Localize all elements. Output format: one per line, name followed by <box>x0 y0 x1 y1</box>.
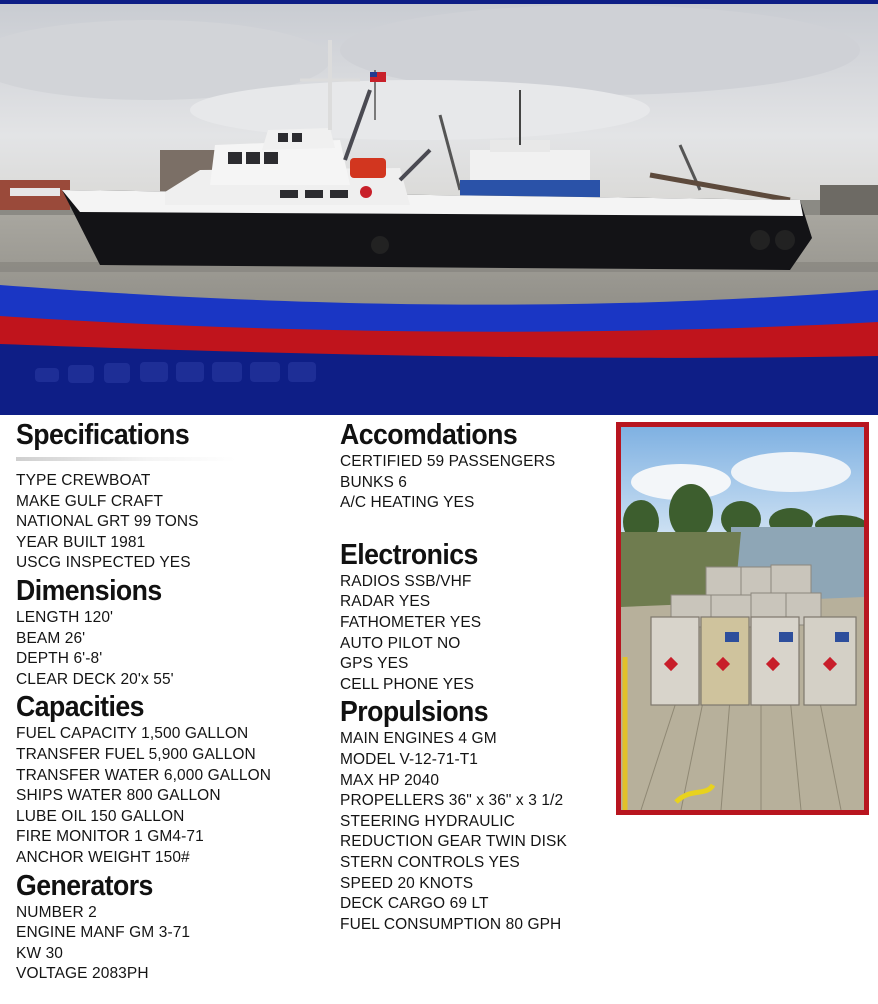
propulsion-item: FUEL CONSUMPTION 80 GPH <box>340 915 562 933</box>
generators-list <box>16 903 336 985</box>
generator-item: ENGINE MANF GM 3-71 <box>16 924 191 942</box>
dimensions-list <box>16 608 336 690</box>
capacity-item: TRANSFER FUEL 5,900 GALLON <box>16 745 256 763</box>
capacity-item: SHIPS WATER 800 GALLON <box>16 787 221 805</box>
spec-item: TYPE CREWBOAT <box>16 472 151 489</box>
accomodations-list <box>340 452 615 514</box>
capacity-item: FUEL CAPACITY 1,500 GALLON <box>16 725 249 743</box>
dimension-item: LENGTH 120' <box>16 608 114 626</box>
generator-item: NUMBER 2 <box>16 903 97 921</box>
propulsion-item: MAX HP 2040 <box>340 771 440 789</box>
dimension-item: BEAM 26' <box>16 629 86 647</box>
capacities-list <box>16 724 336 868</box>
propulsion-item: STERN CONTROLS YES <box>340 853 520 871</box>
generators-heading: Generators <box>16 869 153 902</box>
electronics-item: AUTO PILOT NO <box>340 634 461 652</box>
spec-item: MAKE GULF CRAFT <box>16 492 164 510</box>
accomodation-item: BUNKS 6 <box>340 473 408 491</box>
electronics-item: FATHOMETER YES <box>340 613 482 631</box>
dimension-item: CLEAR DECK 20'x 55' <box>16 670 174 688</box>
hero-banner <box>0 0 878 415</box>
electronics-heading: Electronics <box>340 538 478 571</box>
propulsion-item: PROPELLERS 36" x 36" x 3 1/2 <box>340 792 564 810</box>
generator-item: VOLTAGE 2083PH <box>16 965 149 983</box>
propulsion-item: SPEED 20 KNOTS <box>340 874 474 892</box>
capacities-heading: Capacities <box>16 691 144 724</box>
accomodations-heading: Accomdations <box>340 419 518 451</box>
propulsion-item: STEERING HYDRAULIC <box>340 812 515 830</box>
left-column <box>16 418 336 985</box>
capacity-item: FIRE MONITOR 1 GM4-71 <box>16 828 204 846</box>
spec-item: USCG INSPECTED YES <box>16 554 191 572</box>
deck-cargo-photo <box>616 422 869 815</box>
propulsions-heading: Propulsions <box>340 696 489 729</box>
capacity-item: TRANSFER WATER 6,000 GALLON <box>16 766 272 784</box>
electronics-item: RADIOS SSB/VHF <box>340 572 472 590</box>
decorative-smudge <box>16 457 336 471</box>
capacity-item: LUBE OIL 150 GALLON <box>16 807 185 825</box>
spec-item: YEAR BUILT 1981 <box>16 533 146 551</box>
propulsion-item: REDUCTION GEAR TWIN DISK <box>340 833 567 851</box>
accomodation-item: A/C HEATING YES <box>340 494 475 512</box>
spec-item: NATIONAL GRT 99 TONS <box>16 513 199 531</box>
propulsion-item: MAIN ENGINES 4 GM <box>340 730 497 748</box>
dimension-item: DEPTH 6'-8' <box>16 650 103 668</box>
dimensions-heading: Dimensions <box>16 574 162 607</box>
crewboat-photo <box>0 0 878 415</box>
capacity-item: ANCHOR WEIGHT 150# <box>16 848 190 866</box>
propulsions-list <box>340 729 615 935</box>
propulsion-item: DECK CARGO 69 LT <box>340 895 489 913</box>
electronics-item: RADAR YES <box>340 593 431 611</box>
accomodation-item: CERTIFIED 59 PASSENGERS <box>340 453 556 470</box>
electronics-list <box>340 572 615 696</box>
electronics-item: CELL PHONE YES <box>340 675 475 693</box>
specifications-heading: Specifications <box>16 419 190 451</box>
specifications-list <box>16 471 336 574</box>
middle-column <box>340 418 615 935</box>
deck-tanks-image <box>621 427 864 810</box>
electronics-item: GPS YES <box>340 655 409 673</box>
propulsion-item: MODEL V-12-71-T1 <box>340 750 478 768</box>
generator-item: KW 30 <box>16 944 64 962</box>
